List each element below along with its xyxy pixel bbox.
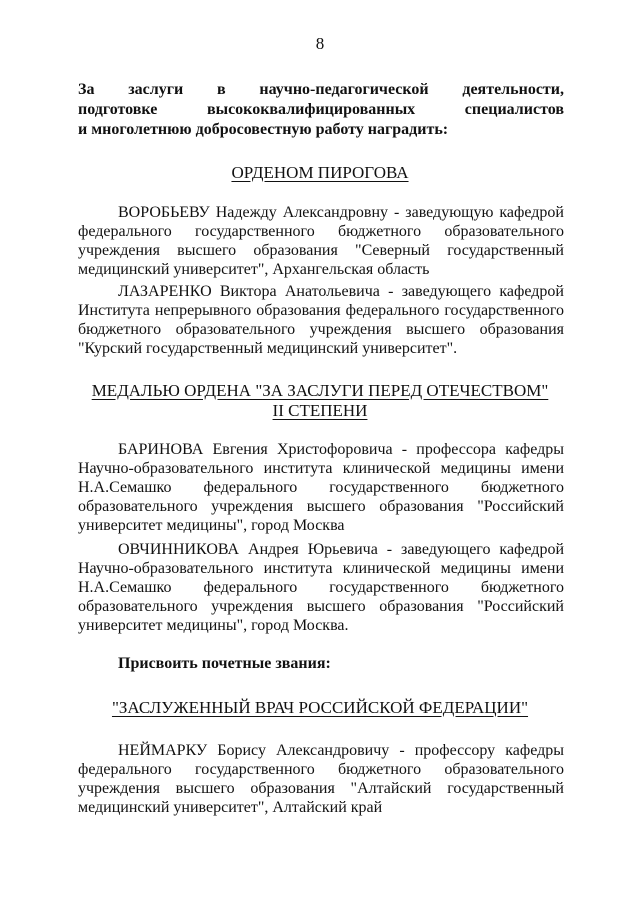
award-line: образовательного учреждения высшего образования "Российский: [78, 498, 564, 515]
award-line: университет медицины", город Москва: [78, 517, 345, 534]
award-entry-barinov: [78, 440, 564, 535]
award-line: БАРИНОВА Евгения Христофоровича - профессора кафедры: [118, 441, 564, 458]
award-entry-lazarenko: [78, 282, 564, 358]
award-line: образовательного учреждения высшего образования "Российский: [78, 598, 564, 615]
heading-line: II СТЕПЕНИ: [272, 401, 368, 420]
award-line: бюджетного образовательного учреждения высшего образования: [78, 321, 564, 338]
award-decree-intro: [78, 80, 564, 140]
intro-line: подготовке высококвалифицированных специалистов: [78, 101, 564, 118]
award-line: федерального государственного бюджетного образовательного: [78, 761, 564, 778]
heading-line: ОРДЕНОМ ПИРОГОВА: [231, 163, 409, 182]
award-line: НЕЙМАРКУ Борису Александровичу - профессору кафедры: [118, 742, 564, 759]
intro-line: За заслуги в научно-педагогической деятельности,: [78, 81, 564, 98]
award-line: Научно-образовательного института клинической медицины имени: [78, 460, 564, 477]
award-line: университет медицины", город Москва.: [78, 617, 349, 634]
award-line: медицинский университет", Архангельская область: [78, 261, 430, 278]
award-line: Н.А.Семашко федерального государственного бюджетного: [78, 579, 564, 596]
award-line: "Курский государственный медицинский университет".: [78, 340, 458, 357]
honorary-titles-intro: Присвоить почетные звания:: [118, 655, 331, 672]
award-entry-ovchinnikov: [78, 540, 564, 635]
award-entry-neimark: [78, 741, 564, 817]
heading-line: "ЗАСЛУЖЕННЫЙ ВРАЧ РОССИЙСКОЙ ФЕДЕРАЦИИ": [111, 698, 529, 717]
section-heading-merit-medal-degree: [0, 400, 640, 421]
page-number: 8: [315, 34, 325, 53]
award-line: Научно-образовательного института клинической медицины имени: [78, 560, 564, 577]
intro-line: и многолетнюю добросовестную работу наградить:: [78, 121, 449, 138]
award-line: Института непрерывного образования федерального государственного: [78, 302, 564, 319]
award-line: федерального государственного бюджетного образовательного: [78, 223, 564, 240]
award-line: ОВЧИННИКОВА Андрея Юрьевича - заведующего кафедрой: [118, 541, 564, 558]
heading-line: МЕДАЛЬЮ ОРДЕНА "ЗА ЗАСЛУГИ ПЕРЕД ОТЕЧЕСТВОМ": [91, 381, 549, 400]
section-heading-pirogov-order: [0, 162, 640, 183]
award-line: Н.А.Семашко федерального государственного бюджетного: [78, 479, 564, 496]
section-heading-merit-medal: [0, 380, 640, 401]
award-line: учреждения высшего образования "Алтайский государственный: [78, 780, 564, 797]
award-line: учреждения высшего образования "Северный государственный: [78, 242, 564, 259]
award-entry-vorobyeva: [78, 203, 564, 279]
award-line: медицинский университет", Алтайский край: [78, 799, 383, 816]
section-heading-honored-doctor: [0, 697, 640, 718]
award-line: ВОРОБЬЕВУ Надежду Александровну - заведующую кафедрой: [118, 204, 564, 221]
award-line: ЛАЗАРЕНКО Виктора Анатольевича - заведующего кафедрой: [118, 283, 564, 300]
